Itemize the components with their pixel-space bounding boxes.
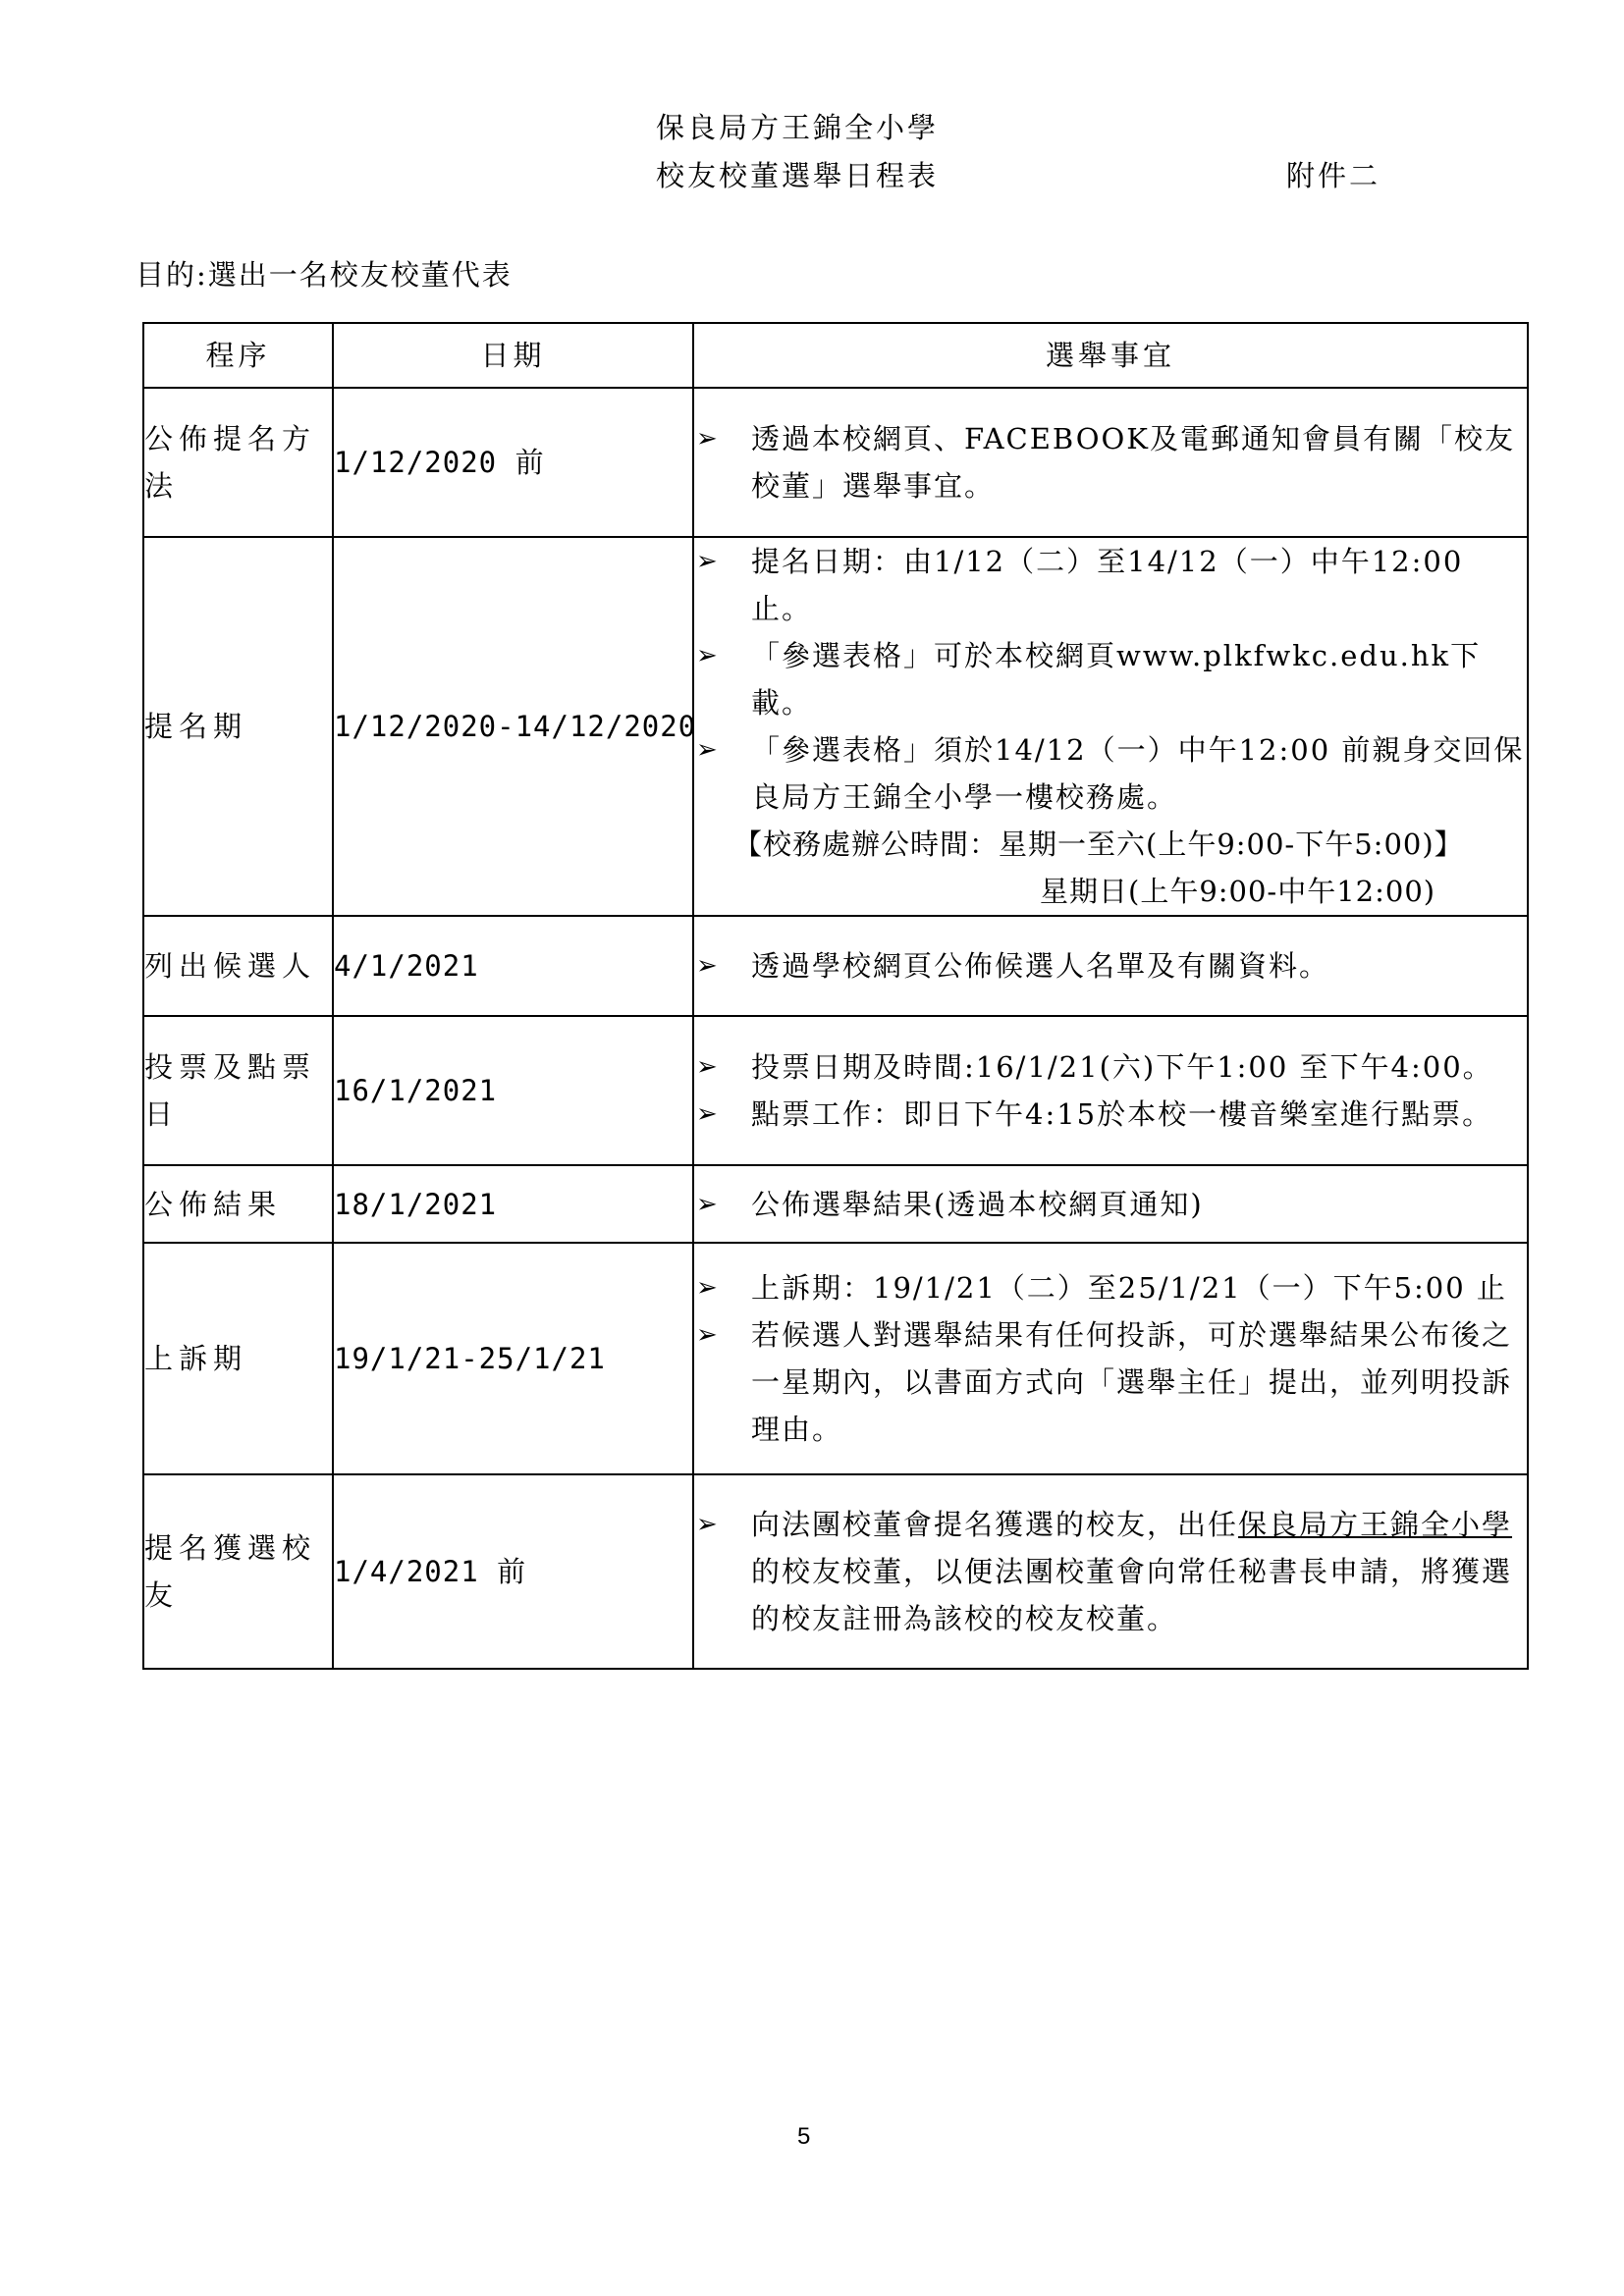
matters-cell bbox=[693, 1474, 1528, 1669]
date-cell: 19/1/21-25/1/21 bbox=[333, 1243, 693, 1474]
matters-cell bbox=[693, 537, 1528, 916]
arrow-bullet-icon: ➢ bbox=[696, 424, 720, 454]
arrow-bullet-icon: ➢ bbox=[696, 735, 720, 765]
table-header-row bbox=[143, 323, 1528, 388]
matters-cell bbox=[693, 1165, 1528, 1243]
list-item-text: 透過本校網頁、FACEBOOK及電郵通知會員有關「校友校董」選舉事宜。 bbox=[751, 422, 1515, 503]
procedure-cell: 公佈結果 bbox=[143, 1165, 333, 1243]
list-item-text: 上訴期：19/1/21（二）至25/1/21（一）下午5:00 止 bbox=[751, 1271, 1507, 1305]
table-row bbox=[143, 1243, 1528, 1474]
election-schedule-table bbox=[142, 322, 1529, 1670]
table-row bbox=[143, 1165, 1528, 1243]
table-row bbox=[143, 1474, 1528, 1669]
list-item bbox=[694, 415, 1527, 509]
list-item bbox=[694, 942, 1527, 989]
list-item bbox=[694, 1091, 1527, 1138]
office-hours-sunday-note: 星期日(上午9:00-中午12:00) bbox=[1040, 875, 1436, 908]
list-item-text: 公佈選舉結果(透過本校網頁通知) bbox=[751, 1187, 1204, 1221]
procedure-cell: 列出候選人 bbox=[143, 916, 333, 1016]
page-number: 5 bbox=[797, 2123, 811, 2150]
arrow-bullet-icon: ➢ bbox=[696, 1189, 720, 1219]
list-item-text: 「參選表格」須於14/12（一）中午12:00 前親身交回保良局方王錦全小學一樓校務處。 bbox=[751, 733, 1525, 814]
header-procedure: 程序 bbox=[143, 323, 333, 388]
list-item-text: 「參選表格」可於本校網頁www.plkfwkc.edu.hk下載。 bbox=[751, 639, 1482, 720]
arrow-bullet-icon: ➢ bbox=[696, 1320, 720, 1350]
purpose-statement: 目的:選出一名校友校董代表 bbox=[135, 258, 513, 292]
office-hours-note: 【校務處辦公時間：星期一至六(上午9:00-下午5:00)】 bbox=[733, 828, 1464, 861]
list-item-text: 若候選人對選舉結果有任何投訴，可於選舉結果公布後之一星期內，以書面方式向「選舉主任」提出，並列明投訴理由。 bbox=[751, 1318, 1513, 1446]
arrow-bullet-icon: ➢ bbox=[696, 1099, 720, 1129]
procedure-cell: 提名期 bbox=[143, 537, 333, 916]
matters-cell bbox=[693, 1243, 1528, 1474]
arrow-bullet-icon: ➢ bbox=[696, 1510, 720, 1539]
list-item-text: 透過學校網頁公佈候選人名單及有關資料。 bbox=[751, 949, 1330, 983]
list-item bbox=[694, 1264, 1527, 1311]
matters-cell bbox=[693, 916, 1528, 1016]
annex-label: 附件二 bbox=[1286, 159, 1381, 192]
date-cell: 1/4/2021 前 bbox=[333, 1474, 693, 1669]
matters-cell bbox=[693, 388, 1528, 537]
matters-cell bbox=[693, 1016, 1528, 1165]
list-item bbox=[694, 632, 1527, 726]
procedure-cell: 投票及點票日 bbox=[143, 1016, 333, 1165]
list-item bbox=[694, 1311, 1527, 1453]
list-item bbox=[694, 1501, 1527, 1642]
arrow-bullet-icon: ➢ bbox=[696, 641, 720, 670]
procedure-cell: 上訴期 bbox=[143, 1243, 333, 1474]
table-row bbox=[143, 388, 1528, 537]
arrow-bullet-icon: ➢ bbox=[696, 1273, 720, 1303]
list-item bbox=[694, 1043, 1527, 1091]
arrow-bullet-icon: ➢ bbox=[696, 951, 720, 981]
header-date: 日期 bbox=[333, 323, 693, 388]
date-cell: 1/12/2020-14/12/2020 bbox=[333, 537, 693, 916]
date-cell: 18/1/2021 bbox=[333, 1165, 693, 1243]
procedure-cell: 公佈提名方法 bbox=[143, 388, 333, 537]
list-item bbox=[694, 538, 1527, 632]
procedure-cell: 提名獲選校友 bbox=[143, 1474, 333, 1669]
document-title: 校友校董選舉日程表 bbox=[656, 159, 940, 192]
header-matters: 選舉事宜 bbox=[693, 323, 1528, 388]
school-name: 保良局方王錦全小學 bbox=[656, 111, 940, 144]
list-item-text: 提名日期：由1/12（二）至14/12（一）中午12:00 止。 bbox=[751, 545, 1464, 625]
list-item bbox=[694, 1181, 1527, 1228]
date-cell: 4/1/2021 bbox=[333, 916, 693, 1016]
table-row bbox=[143, 916, 1528, 1016]
date-cell: 1/12/2020 前 bbox=[333, 388, 693, 537]
list-item bbox=[694, 726, 1527, 821]
table-row bbox=[143, 537, 1528, 916]
list-item-text: 點票工作：即日下午4:15於本校一樓音樂室進行點票。 bbox=[751, 1097, 1493, 1131]
table-row bbox=[143, 1016, 1528, 1165]
list-item-text-prefix: 向法團校董會提名獲選的校友，出任 bbox=[751, 1508, 1239, 1541]
school-name-underlined: 保良局方王錦全小學 bbox=[1238, 1508, 1513, 1541]
arrow-bullet-icon: ➢ bbox=[696, 547, 720, 576]
list-item-text-suffix: 的校友校董，以便法團校董會向常任秘書長申請，將獲選的校友註冊為該校的校友校董。 bbox=[751, 1555, 1513, 1635]
arrow-bullet-icon: ➢ bbox=[696, 1052, 720, 1082]
list-item-text: 投票日期及時間:16/1/21(六)下午1:00 至下午4:00。 bbox=[751, 1050, 1493, 1084]
date-cell: 16/1/2021 bbox=[333, 1016, 693, 1165]
